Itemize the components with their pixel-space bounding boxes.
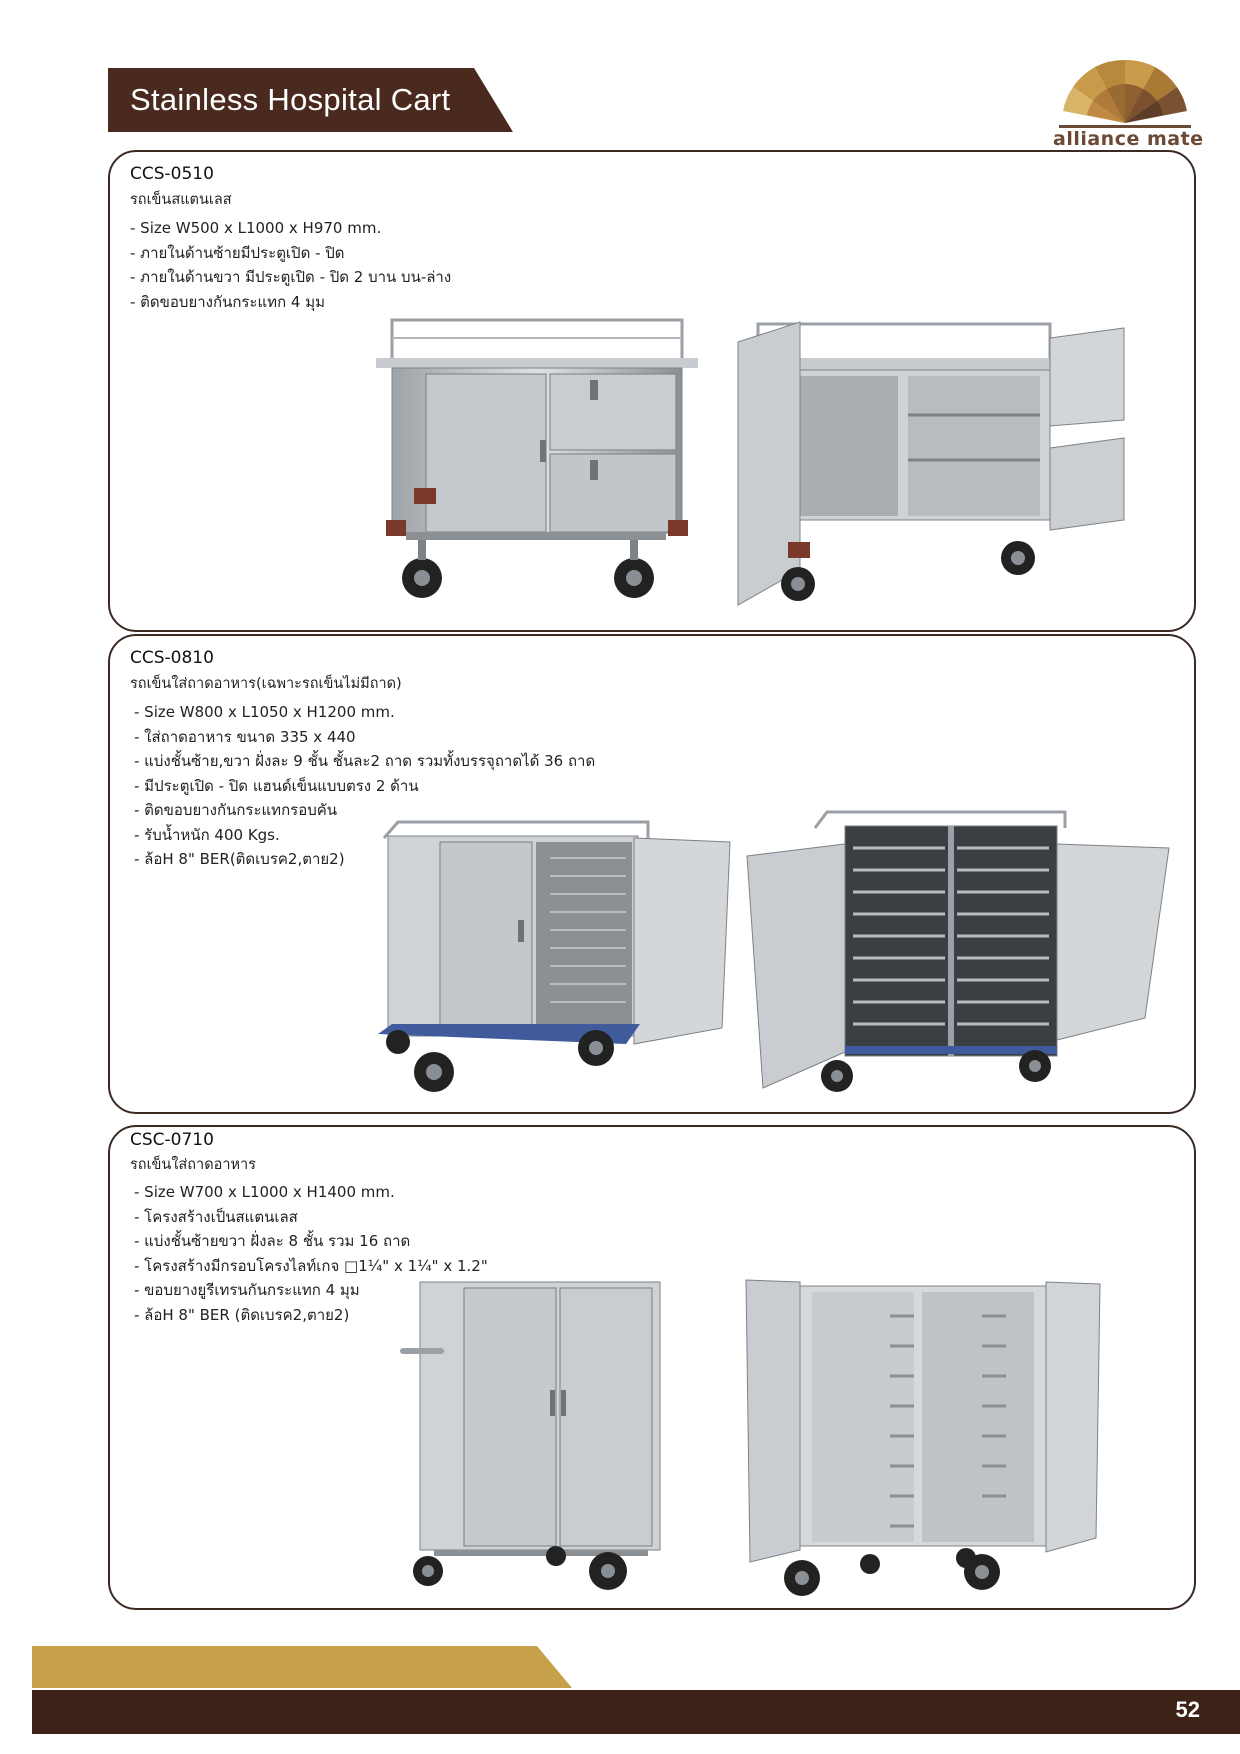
product-code: CCS-0510 <box>130 164 214 184</box>
spec-list <box>130 216 451 314</box>
spec-item: - Size W800 x L1050 x H1200 mm. <box>134 703 395 721</box>
spec-item: - ภายในด้านซ้ายมีประตูเปิด - ปิด <box>130 243 345 262</box>
spec-item: - ใส่ถาดอาหาร ขนาด 335 x 440 <box>134 727 356 746</box>
footer-brown-band <box>32 1690 1240 1734</box>
spec-item: - รับน้ำหนัก 400 Kgs. <box>134 825 280 844</box>
footer-gold-band <box>32 1646 572 1688</box>
spec-item: - ขอบยางยูรีเทรนกันกระแทก 4 มุม <box>134 1281 360 1299</box>
spec-item: - ล้อH 8" BER(ติดเบรค2,ตาย2) <box>134 850 345 868</box>
page-title: Stainless Hospital Cart <box>130 82 451 117</box>
spec-item: - Size W500 x L1000 x H970 mm. <box>130 219 382 237</box>
spec-item: - ติดขอบยางกันกระแทกรอบคัน <box>134 801 338 819</box>
spec-item: - Size W700 x L1000 x H1400 mm. <box>134 1183 395 1201</box>
cart-csc-0710-closed-image <box>398 1278 678 1598</box>
spec-item: - ล้อH 8" BER (ติดเบรค2,ตาย2) <box>134 1305 350 1324</box>
cart-ccs-0510-open-image <box>728 320 1168 615</box>
brand-name: alliance mate <box>1053 128 1204 150</box>
spec-item: - ภายในด้านขวา มีประตูเปิด - ปิด 2 บาน บน-ล่าง <box>130 268 452 286</box>
spec-item: - แบ่งชั้นซ้าย,ขวา ฝั่งละ 9 ชั้น ชั้นละ2 ถาด รวมทั้งบรรจุถาดได้ 36 ถาด <box>134 752 596 770</box>
spec-item: - โครงสร้างมีกรอบโครงไลท์เกจ □1¼" x 1¼" x 1.2" <box>134 1256 488 1275</box>
page-number: 52 <box>1175 1697 1200 1722</box>
cart-csc-0710-open-image <box>742 1272 1102 1602</box>
cart-ccs-0510-closed-image <box>372 310 712 615</box>
spec-item: - แบ่งชั้นซ้ายขวา ฝั่งละ 8 ชั้น รวม 16 ถาด <box>134 1232 411 1250</box>
spec-item: - ติดขอบยางกันกระแทก 4 มุม <box>130 292 326 311</box>
spec-item: - มีประตูเปิด - ปิด แฮนด์เข็นแบบตรง 2 ด้าน <box>134 776 419 795</box>
product-code: CSC-0710 <box>130 1130 214 1150</box>
product-code: CCS-0810 <box>130 648 214 668</box>
cart-ccs-0810-front-image <box>378 818 738 1098</box>
spec-item: - โครงสร้างเป็นสแตนเลส <box>134 1207 298 1226</box>
product-name: รถเข็นใส่ถาดอาหาร <box>130 1157 256 1173</box>
cart-ccs-0810-open-image <box>745 808 1175 1098</box>
product-name: รถเข็นสแตนเลส <box>130 192 232 208</box>
product-name: รถเข็นใส่ถาดอาหาร(เฉพาะรถเข็นไม่มีถาด) <box>130 676 402 692</box>
